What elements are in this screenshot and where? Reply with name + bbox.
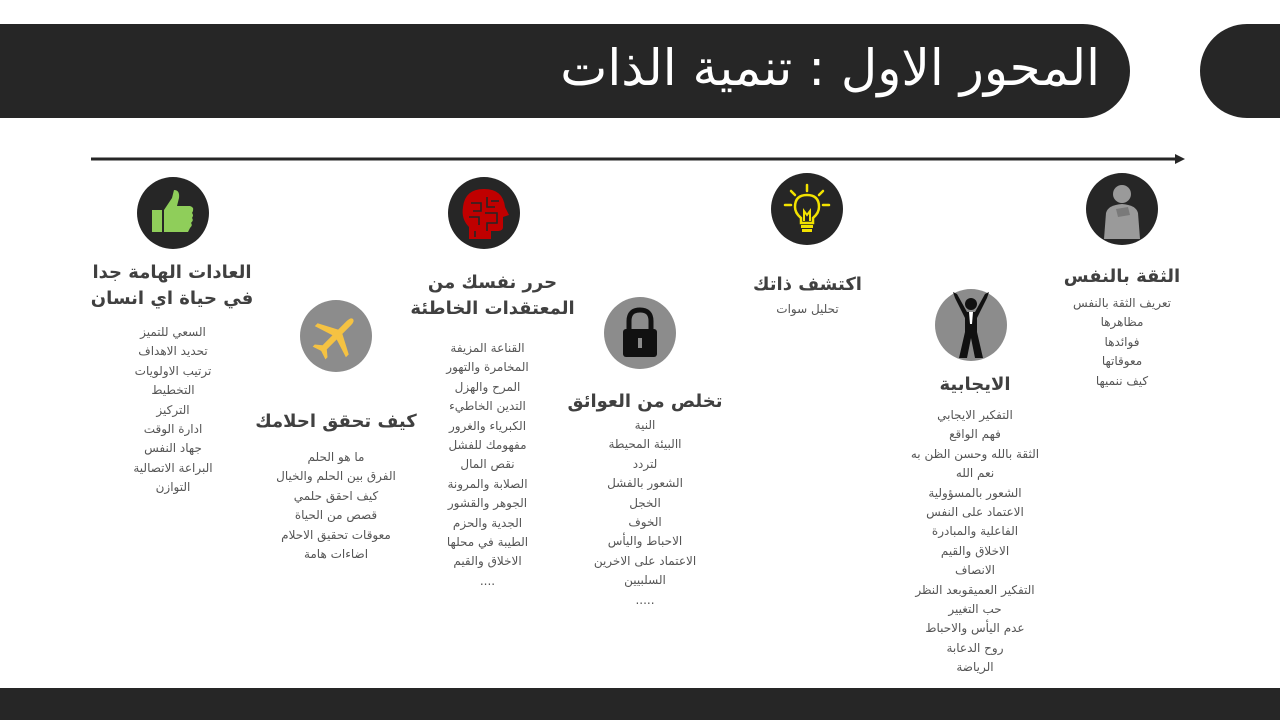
confidence-heading: الثقة بالنفس <box>1063 266 1181 287</box>
list-item: الشعور بالمسؤولية <box>928 485 1022 500</box>
list-item: التخطيط <box>151 383 195 398</box>
list-item: الطيبة في محلها <box>446 535 529 550</box>
list-item: الكبرياء والغرور <box>448 418 527 433</box>
list-item: السعي للتميز <box>140 325 206 339</box>
list-item: مفهومك للفشل <box>448 438 527 453</box>
habits-heading-line1: العادات الهامة جدا <box>92 262 252 283</box>
list-item: المرح والهزل <box>454 379 521 394</box>
habits-heading <box>82 260 262 312</box>
page-title: المحور الاول : تنمية الذات <box>560 39 1100 97</box>
obstacles-heading: تخلص من العوائق <box>567 391 723 412</box>
list-item: روح الدعابة <box>946 640 1004 655</box>
list-item: مظاهرها <box>1100 315 1144 330</box>
list-item: قصص من الحياة <box>294 508 378 523</box>
list-item: ..... <box>635 592 655 607</box>
lightbulb-icon <box>771 173 843 245</box>
list-item: الشعور بالفشل <box>607 476 683 491</box>
dreams-list <box>256 448 416 564</box>
thumbs-up-icon <box>137 177 209 249</box>
discover-heading: اكتشف ذاتك <box>753 274 862 295</box>
list-item: فوائدها <box>1104 334 1140 349</box>
habits-list <box>98 323 248 498</box>
celebrating-person-icon <box>935 289 1007 361</box>
list-item: الرياضة <box>956 660 994 675</box>
list-item: الخجل <box>629 495 661 510</box>
dreams-heading: كيف تحقق احلامك <box>255 411 417 432</box>
list-item: القناعة المزيفة <box>450 341 525 355</box>
list-item: النية <box>634 418 656 432</box>
list-item: التوازن <box>155 480 191 495</box>
footer-bar <box>0 688 1280 720</box>
list-item: الاعتماد على الاخرين <box>593 553 697 568</box>
airplane-icon <box>300 300 372 372</box>
beliefs-list <box>410 339 565 591</box>
confidence-list <box>1052 294 1192 391</box>
list-item: الفرق بين الحلم والخيال <box>276 469 396 484</box>
list-item: الفاعلية والمبادرة <box>931 524 1019 539</box>
list-item: اضاءات هامة <box>303 547 369 562</box>
list-item: حب التغيير <box>948 602 1002 617</box>
list-item: كيف احقق حلمي <box>293 488 379 503</box>
list-item: تعريف الثقة بالنفس <box>1073 296 1171 310</box>
list-item: التفكير الايجابي <box>937 408 1013 422</box>
list-item: الاخلاق والقيم <box>940 543 1010 558</box>
list-item: التفكير العميقوبعد النظر <box>915 582 1035 597</box>
list-item: ترتيب الاولويات <box>134 363 212 378</box>
list-item: التدين الخاطيء <box>449 399 526 414</box>
list-item: الثقة بالله وحسن الظن به <box>910 446 1040 461</box>
list-item: تحليل سوات <box>776 302 839 316</box>
beliefs-heading-line2: المعتقدات الخاطئة <box>410 298 575 319</box>
list-item: البراعة الاتصالية <box>133 460 213 475</box>
list-item: .... <box>479 573 496 588</box>
list-item: نعم الله <box>955 466 995 481</box>
list-item: السلبيين <box>624 573 666 588</box>
habits-heading-line2: في حياة اي انسان <box>90 288 254 309</box>
list-item: التركيز <box>156 402 190 417</box>
list-item: الخوف <box>628 515 662 530</box>
positivity-list <box>895 406 1055 678</box>
list-item: عدم اليأس والاحباط <box>925 621 1025 636</box>
beliefs-heading-line1: حرر نفسك من <box>427 272 558 293</box>
list-item: معوقاتها <box>1101 354 1143 369</box>
discover-list <box>735 300 880 319</box>
list-item: معوقات تحقيق الاحلام <box>281 527 391 542</box>
list-item: نقص المال <box>460 457 515 472</box>
list-item: لتردد <box>632 456 658 471</box>
timeline-arrow <box>91 150 1186 168</box>
maze-head-icon <box>448 177 520 249</box>
list-item: كيف ننميها <box>1095 373 1149 388</box>
beliefs-heading <box>405 270 580 322</box>
positivity-heading: الايجابية <box>939 374 1011 395</box>
list-item: ما هو الحلم <box>307 450 365 464</box>
title-banner-pill <box>1200 24 1280 118</box>
list-item: الاعتماد على النفس <box>926 505 1024 520</box>
list-item: تحديد الاهداف <box>138 344 208 359</box>
list-item: الاحباط واليأس <box>607 534 683 549</box>
list-item: المخامرة والتهور <box>446 360 529 375</box>
person-silhouette-icon <box>1086 173 1158 245</box>
list-item: الانصاف <box>954 563 996 578</box>
list-item: الجدية والحزم <box>452 515 523 530</box>
list-item: الجوهر والقشور <box>447 496 528 511</box>
list-item: الصلابة والمرونة <box>447 476 528 491</box>
list-item: فهم الواقع <box>949 427 1001 442</box>
obstacles-list <box>570 416 720 610</box>
list-item: ادارة الوقت <box>143 422 203 437</box>
list-item: جهاد النفس <box>144 441 202 456</box>
list-item: الاخلاق والقيم <box>453 554 522 569</box>
list-item: االبيئة المحيطة <box>608 437 682 452</box>
padlock-icon <box>604 297 676 369</box>
